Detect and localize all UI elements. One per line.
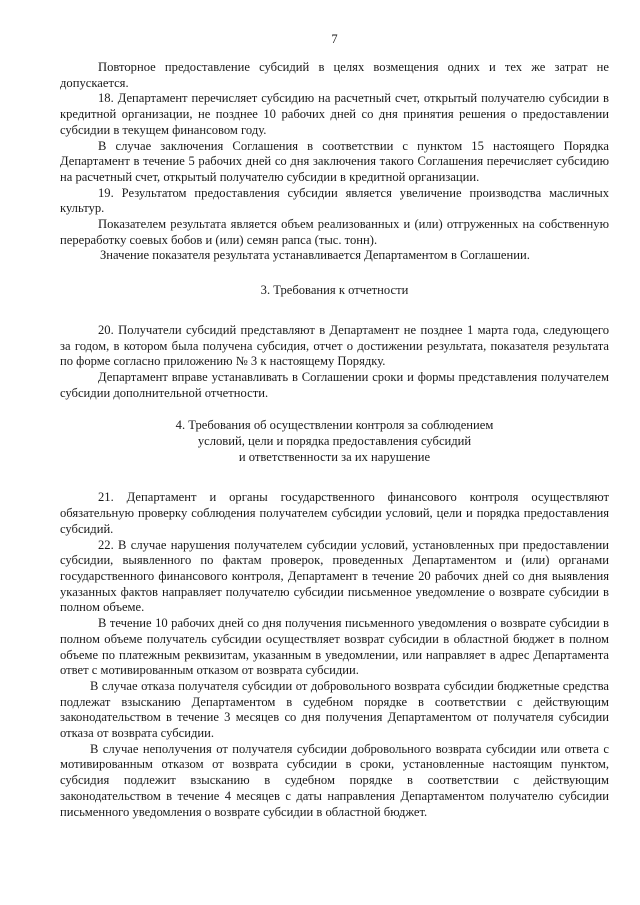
paragraph: В течение 10 рабочих дней со дня получения письменного уведомления о возврате субсидии в полном объеме получатель субсидии осуществляет возврат субсидии в областной бюджет в полном объеме по платежным реквизитам, указанным в уведомлении, или направляет в адрес Департамента ответ с мотивированным отказом от возврата субсидии.	[60, 616, 609, 678]
paragraph: Департамент вправе устанавливать в Соглашении сроки и формы представления получателем субсидии дополнительной отчетности.	[60, 369, 609, 400]
paragraph: Показателем результата является объем реализованных и (или) отгруженных на собственную переработку соевых бобов и (или) семян рапса (тыс. тонн).	[60, 217, 609, 247]
document-page	[60, 0, 609, 905]
heading-line: 4. Требования об осуществлении контроля за соблюдением	[175, 418, 494, 433]
paragraph-item-19: 19. Результатом предоставления субсидии является увеличение производства масличных культур.	[60, 185, 609, 216]
paragraph-item-21: 21. Департамент и органы государственного финансового контроля осуществляют обязательную проверку соблюдения получателем субсидии условий, цели и порядка предоставления субсидий.	[60, 490, 609, 536]
paragraph: В случае отказа получателя субсидии от добровольного возврата субсидии бюджетные средства подлежат взысканию Департаментом в судебном порядке в соответствии с действующим законодательством в течение 3 месяцев со дня получения Департаментом от получателя субсидии отказа от возврата субсидии.	[60, 678, 609, 741]
paragraph: Повторное предоставление субсидий в целях возмещения одних и тех же затрат не допускается.	[60, 60, 609, 90]
section-heading-4	[60, 418, 609, 465]
heading-line: условий, цели и порядка предоставления субсидий	[197, 434, 472, 449]
document-body	[60, 60, 609, 820]
paragraph-item-22: 22. В случае нарушения получателем субсидии условий, установленных при предоставлении субсидии, выявленного по фактам проверок, проведенных Департаментом и (или) органами государственного финансового контроля, Департамент в течение 20 рабочих дней со дня выявления указанных фактов направляет получателю субсидии письменное уведомление о возврате субсидии в полном объеме.	[60, 537, 609, 615]
section-heading-3: 3. Требования к отчетности	[260, 283, 409, 298]
paragraph-item-20: 20. Получатели субсидий представляют в Департамент не позднее 1 марта года, следующего за годом, в котором была получена субсидия, отчет о достижении результата, показателя результата по форме согласно приложению № 3 к настоящему Порядку.	[60, 322, 609, 369]
paragraph: В случае заключения Соглашения в соответствии с пунктом 15 настоящего Порядка Департамент в течение 5 рабочих дней со дня заключения такого Соглашения перечисляет субсидию на расчетный счет, открытый получателю субсидии в кредитной организации.	[60, 138, 609, 184]
heading-line: и ответственности за их нарушение	[238, 449, 431, 464]
paragraph-item-18: 18. Департамент перечисляет субсидию на расчетный счет, открытый получателю субсидии в кредитной организации, не позднее 10 рабочих дней со дня принятия решения о предоставлении субсидии в текущем финансовом году.	[60, 91, 609, 137]
paragraph: Значение показателя результата устанавливается Департаментом в Соглашении.	[100, 248, 530, 263]
page-number: 7	[331, 32, 338, 46]
paragraph: В случае неполучения от получателя субсидии добровольного возврата субсидии или ответа с мотивированным отказом от возврата субсидии в сроки, установленные настоящим пунктом, субсидия подлежит взысканию в судебном порядке в соответствии с действующим законодательством в течение 4 месяцев с даты направления Департаментом получателю субсидии письменного уведомления о возврате субсидии в областной бюджет.	[60, 741, 609, 819]
